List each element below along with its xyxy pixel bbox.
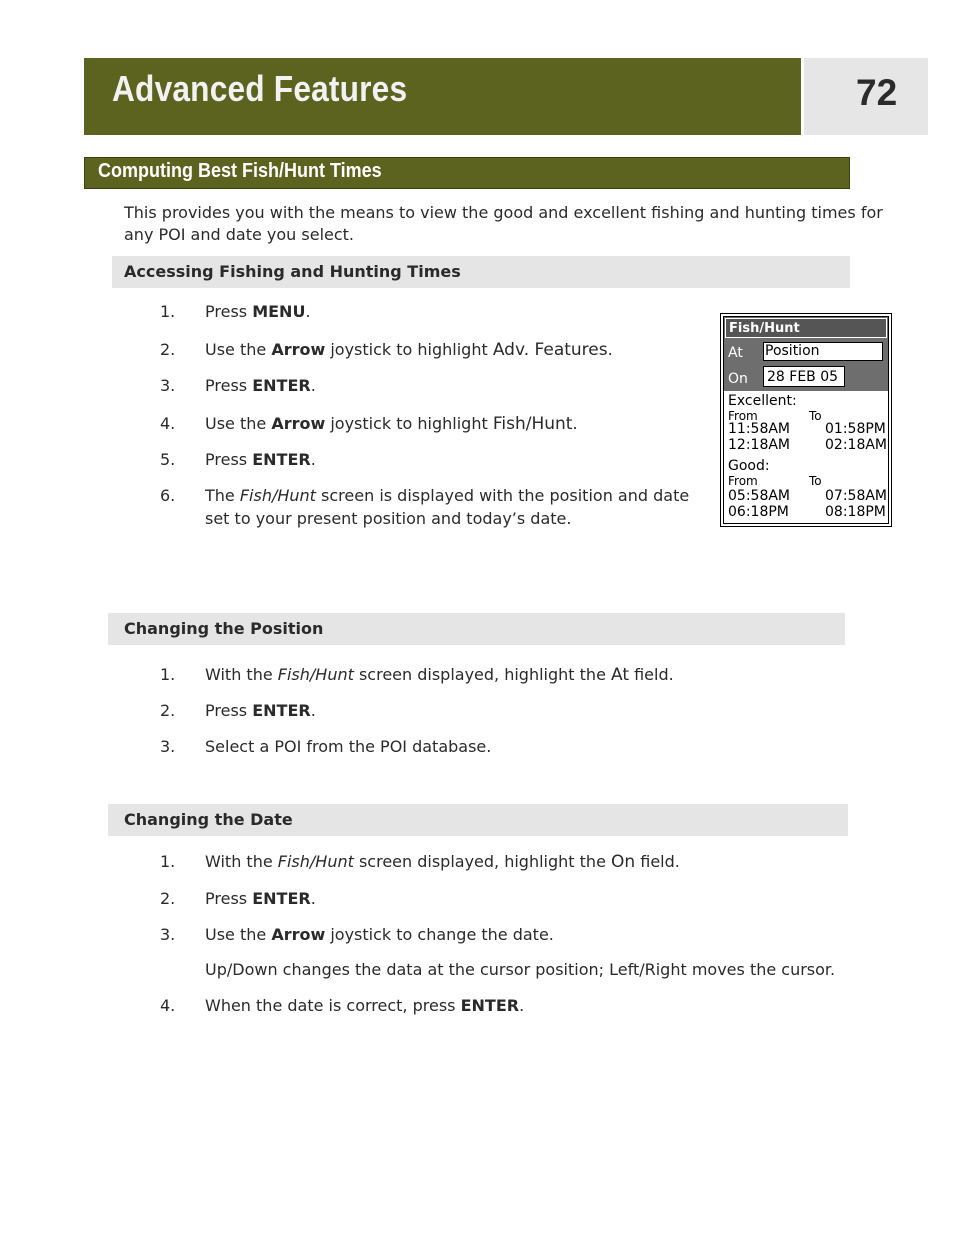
subheading-title: Accessing Fishing and Hunting Times xyxy=(124,262,461,281)
to-label: To xyxy=(809,474,822,488)
good-label: Good: xyxy=(728,458,770,474)
intro-paragraph: This provides you with the means to view the good and excellent fishing and hunting times for any POI and date you select. xyxy=(124,203,883,244)
section-title: Computing Best Fish/Hunt Times xyxy=(98,160,382,182)
excellent-from-time: 12:18AM xyxy=(728,437,791,453)
excellent-label: Excellent: xyxy=(728,393,797,409)
to-label: To xyxy=(809,409,822,423)
from-label: From xyxy=(728,474,758,488)
chapter-header xyxy=(84,58,801,135)
excellent-from-time: 11:58AM xyxy=(728,421,791,437)
section-heading-bar xyxy=(84,157,850,189)
excellent-to-time: 02:18AM xyxy=(825,437,888,453)
chapter-title: Advanced Features xyxy=(112,68,408,109)
subheading-accessing xyxy=(112,256,850,288)
good-from-time: 05:58AM xyxy=(728,488,791,504)
screen-header-area xyxy=(724,317,888,391)
screen-title-bar xyxy=(725,318,887,338)
screen-title: Fish/Hunt xyxy=(729,321,800,336)
screen-frame xyxy=(723,316,889,524)
on-field[interactable]: 28 FEB 05 xyxy=(764,367,844,386)
good-to-time: 08:18PM xyxy=(825,504,886,520)
page-number: 72 xyxy=(856,72,898,113)
subheading-position xyxy=(108,613,845,645)
page-number-box xyxy=(804,58,928,135)
subheading-title: Changing the Date xyxy=(124,810,293,829)
on-label: On xyxy=(728,371,748,387)
at-field[interactable]: Position xyxy=(763,342,883,361)
subheading-title: Changing the Position xyxy=(124,619,324,638)
excellent-to-time: 01:58PM xyxy=(825,421,886,437)
at-label: At xyxy=(728,345,743,361)
good-to-time: 07:58AM xyxy=(825,488,888,504)
good-from-time: 06:18PM xyxy=(728,504,789,520)
fish-hunt-screen xyxy=(720,313,892,527)
from-label: From xyxy=(728,409,758,423)
subheading-date xyxy=(108,804,848,836)
